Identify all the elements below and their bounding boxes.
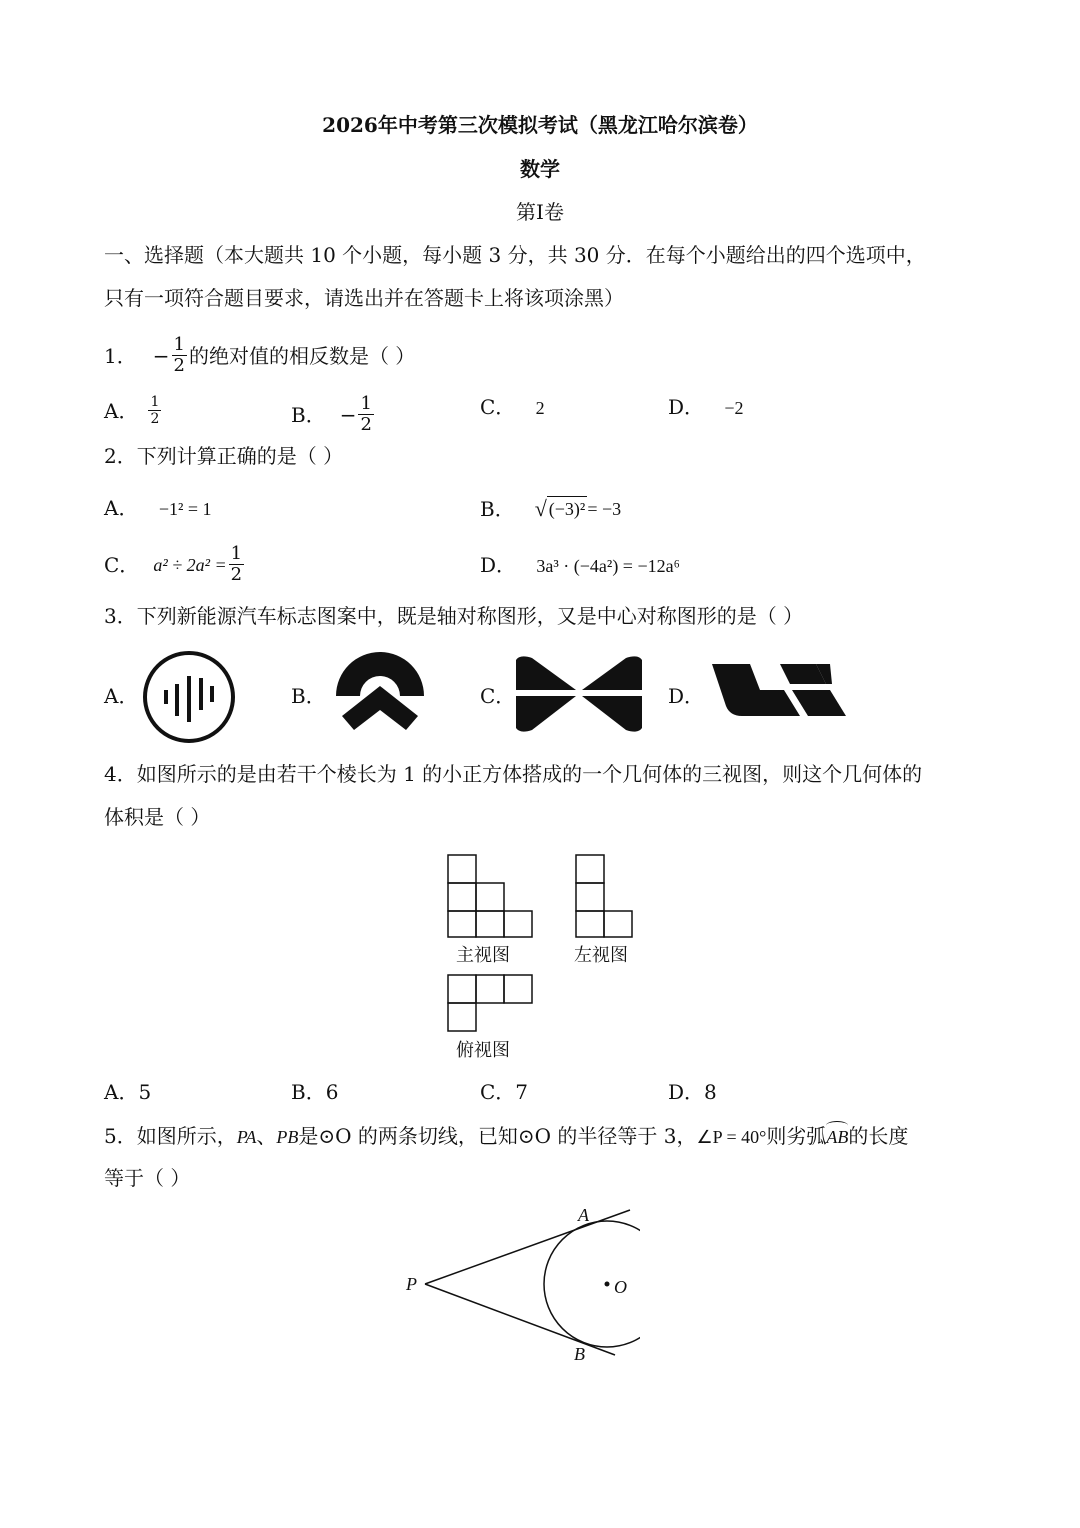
q1-option-c — [480, 395, 545, 420]
fraction-half — [172, 336, 187, 375]
left-view-diagram — [574, 853, 636, 939]
option-value: −2 — [724, 398, 744, 418]
volume-title: 第Ⅰ卷 — [516, 200, 564, 224]
question-text: 5．如图所示， — [104, 1124, 237, 1148]
logo-b-icon — [332, 652, 428, 738]
denominator: 2 — [150, 411, 160, 427]
angle-expression: ∠P = 40° — [696, 1127, 767, 1147]
arc-ab — [826, 1123, 848, 1147]
q2-option-b — [480, 496, 621, 521]
front-view-label: 主视图 — [456, 945, 510, 966]
option-label: D． — [480, 553, 517, 577]
option-label: D． — [668, 395, 705, 419]
q2-option-d — [480, 553, 680, 578]
option-value: 2 — [535, 398, 545, 418]
exam-title: 2026年中考第三次模拟考试（黑龙江哈尔滨卷） — [322, 113, 758, 137]
q4-option-b: B．6 — [291, 1080, 339, 1104]
option-expression: a² ÷ 2a² = — [153, 554, 227, 575]
q2-option-a — [104, 496, 212, 521]
q2-option-c — [104, 545, 246, 584]
top-view-diagram — [446, 973, 536, 1033]
question-5-line1 — [104, 1124, 908, 1149]
left-view-label: 左视图 — [574, 945, 628, 966]
arc-label: AB — [826, 1127, 849, 1147]
numerator: 1 — [230, 543, 243, 564]
question-1 — [104, 336, 415, 375]
fraction — [358, 395, 373, 434]
section-instructions-line1: 一、选择题（本大题共 10 个小题，每小题 3 分，共 30 分．在每个小题给出的四个选项中， — [104, 243, 926, 267]
point-o-label: O — [614, 1277, 627, 1297]
section-instructions-line2: 只有一项符合题目要求，请选出并在答题卡上将该项涂黑） — [104, 286, 624, 310]
question-text: 的绝对值的相反数是（ ） — [188, 343, 416, 368]
separator: 、 — [256, 1124, 277, 1148]
tangent-circle-diagram — [400, 1200, 640, 1370]
q4-option-d: D．8 — [668, 1080, 717, 1104]
sqrt-radicand: (−3)² — [547, 496, 588, 521]
point-p-label: P — [406, 1274, 417, 1294]
option-label: A． — [104, 398, 139, 423]
question-3: 3．下列新能源汽车标志图案中，既是轴对称图形，又是中心对称图形的是（ ） — [104, 604, 804, 628]
numerator: 1 — [150, 394, 160, 410]
segment-pb: PB — [276, 1127, 299, 1147]
q1-option-b — [291, 395, 376, 434]
option-label: D． — [668, 684, 705, 708]
option-expression: −1² = 1 — [158, 499, 212, 519]
q1-option-a — [104, 395, 163, 426]
q4-option-a: A．5 — [104, 1080, 152, 1104]
point-a-label: A — [578, 1205, 589, 1225]
fraction — [229, 545, 244, 584]
point-b-label: B — [574, 1344, 585, 1364]
option-label: B． — [480, 496, 515, 521]
question-number: 1． — [104, 343, 137, 368]
question-4-line2: 体积是（ ） — [104, 805, 211, 829]
denominator: 2 — [230, 564, 243, 585]
question-text: 是⊙O 的两条切线，已知⊙O 的半径等于 3， — [298, 1124, 697, 1148]
arc-icon — [826, 1121, 848, 1130]
question-5-line2: 等于（ ） — [104, 1166, 191, 1190]
numerator: 1 — [173, 334, 185, 355]
option-label: C． — [480, 395, 516, 419]
option-label: C． — [104, 552, 140, 577]
minus-sign: − — [152, 343, 170, 368]
front-view-diagram — [446, 853, 536, 939]
question-text: 则劣弧 — [766, 1124, 827, 1148]
option-label: C． — [480, 684, 516, 708]
subject-title: 数学 — [520, 157, 560, 181]
option-label: B． — [291, 684, 326, 708]
segment-pa: PA — [236, 1127, 257, 1147]
option-expression: = −3 — [587, 498, 622, 519]
q4-option-c: C．7 — [480, 1080, 529, 1104]
option-label: A． — [104, 496, 139, 520]
fraction — [148, 395, 161, 426]
logo-c-icon — [512, 654, 646, 734]
option-label: B． — [291, 402, 326, 427]
option-expression: 3a³ · (−4a²) = −12a⁶ — [536, 556, 680, 576]
sqrt-icon: √ — [534, 495, 547, 521]
q1-option-d — [668, 395, 744, 420]
denominator: 2 — [360, 414, 372, 435]
option-label: A． — [104, 684, 139, 708]
question-2: 2．下列计算正确的是（ ） — [104, 444, 344, 468]
denominator: 2 — [173, 355, 185, 376]
logo-d-icon — [708, 660, 848, 720]
logo-a-icon — [140, 650, 240, 744]
numerator: 1 — [360, 393, 372, 414]
question-4-line1: 4．如图所示的是由若干个棱长为 1 的小正方体搭成的一个几何体的三视图，则这个几何体的 — [104, 762, 923, 786]
top-view-label: 俯视图 — [456, 1040, 510, 1061]
question-text: 的长度 — [848, 1124, 909, 1148]
minus-sign: − — [339, 402, 357, 427]
